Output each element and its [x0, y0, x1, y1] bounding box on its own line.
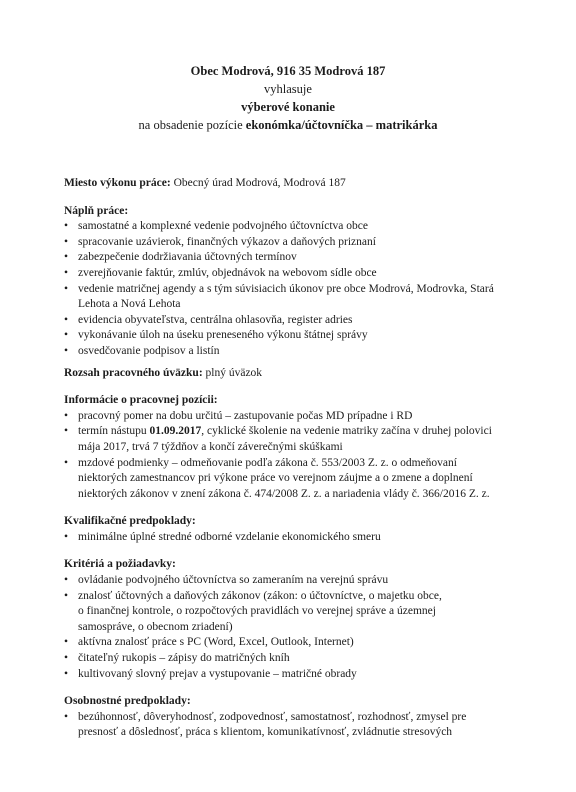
list-item [64, 313, 504, 329]
item-line: niektorých zákonov v znení zákona č. 474/2008 Z. z. a nariadenia vlády č. 366/2016 Z. z. [78, 487, 490, 500]
document-body [64, 176, 504, 741]
item-line: • minimálne úplné stredné odborné vzdelanie ekonomického smeru [78, 530, 381, 543]
item-line: • samostatné a komplexné vedenie podvojného účtovníctva obce [78, 220, 368, 233]
position-info-list [64, 409, 504, 503]
duties-title: Náplň práce: [64, 204, 129, 217]
duties-list [64, 219, 504, 359]
item-line: • znalosť účtovných a daňových zákonov (zákon: o účtovníctve, o majetku obce, [78, 589, 442, 602]
position-line [0, 116, 576, 134]
start-date-prefix: termín nástupu [78, 425, 150, 438]
workplace-label: Miesto výkonu práce: [64, 177, 171, 189]
criteria-title: Kritériá a požiadavky: [64, 558, 176, 571]
position-name: ekonómka/účtovníčka – matrikárka [245, 118, 438, 132]
item-line: samospráve, o obecnom zriadení) [78, 620, 233, 633]
item-line: • vykonávanie úloh na úseku preneseného výkonu štátnej správy [78, 329, 368, 342]
selection-procedure-title: výberové konanie [241, 100, 335, 114]
workplace-line [64, 176, 504, 192]
start-date: 01.09.2017 [149, 425, 202, 438]
position-info-title: Informácie o pracovnej pozícii: [64, 394, 218, 407]
personal-list [64, 710, 504, 741]
list-item [64, 409, 504, 425]
item-line: • čitateľný rukopis – zápisy do matričných kníh [78, 652, 290, 665]
criteria-list [64, 573, 504, 682]
item-line: • ovládanie podvojného účtovníctva so zameraním na verejnú správu [78, 574, 389, 587]
item-line: • osvedčovanie podpisov a listín [78, 344, 220, 357]
qualification-title: Kvalifikačné predpoklady: [64, 515, 196, 528]
personal-title: Osobnostné predpoklady: [64, 695, 191, 708]
list-item [64, 589, 504, 636]
item-line: • spracovanie uzávierok, finančných výkazov a daňových priznaní [78, 235, 376, 248]
workplace-value: Obecný úrad Modrová, Modrová 187 [170, 177, 346, 189]
municipality-address: Obec Modrová, 916 35 Modrová 187 [190, 64, 386, 78]
item-line: presnosť a dôslednosť, práca s klientom, komunikatívnosť, zvládnutie stresových [78, 726, 453, 739]
workload-value: plný úväzok [202, 366, 263, 379]
list-item [64, 667, 504, 683]
list-item [64, 456, 504, 503]
item-line: • evidencia obyvateľstva, centrálna ohlasovňa, register adries [78, 313, 353, 326]
list-item [64, 328, 504, 344]
item-line: niektorých zamestnancov pri výkone práce vo verejnom záujme a o zmene a doplnení [78, 472, 473, 485]
position-prefix: na obsadenie pozície [138, 118, 246, 132]
item-line: • zverejňovanie faktúr, zmlúv, objednávok na webovom sídle obce [78, 266, 377, 279]
item-line: • kultivovaný slovný prejav a vystupovanie – matričné obrady [78, 667, 357, 680]
announces-text: vyhlasuje [264, 82, 312, 96]
workload-line [64, 366, 504, 382]
list-item [64, 424, 504, 455]
list-item [64, 710, 504, 741]
qualification-list [64, 530, 504, 546]
list-item [64, 266, 504, 282]
item-line: • vedenie matričnej agendy a s tým súvisiacich úkonov pre obce Modrová, Modrovka, Stará [78, 282, 494, 295]
item-line: Lehota a Nová Lehota [78, 298, 181, 311]
list-item [64, 635, 504, 651]
list-item [64, 219, 504, 235]
list-item [64, 651, 504, 667]
list-item [64, 235, 504, 251]
list-item [64, 344, 504, 360]
announcement-header [0, 62, 576, 134]
item-line: o finančnej kontrole, o rozpočtových pravidlách vo verejnej správe a územnej [78, 605, 436, 618]
start-date-suffix: , cyklické školenie na vedenie matriky začína v druhej polovici [201, 425, 492, 438]
list-item [64, 282, 504, 313]
list-item [64, 250, 504, 266]
list-item [64, 573, 504, 589]
item-line: • pracovný pomer na dobu určitú – zastupovanie počas MD prípadne i RD [78, 409, 413, 422]
workload-label: Rozsah pracovného úväzku: [64, 366, 203, 379]
item-line: • bezúhonnosť, dôveryhodnosť, zodpovednosť, samostatnosť, rozhodnosť, zmysel pre [78, 710, 467, 723]
item-line: • mzdové podmienky – odmeňovanie podľa zákona č. 553/2003 Z. z. o odmeňovaní [78, 456, 457, 469]
item-line: mája 2017, trvá 7 týždňov a končí záverečnými skúškami [78, 440, 343, 453]
item-line: • aktívna znalosť práce s PC (Word, Excel, Outlook, Internet) [78, 636, 354, 649]
item-line: • zabezpečenie dodržiavania účtovných termínov [78, 251, 297, 264]
list-item [64, 530, 504, 546]
item-line [78, 424, 504, 440]
